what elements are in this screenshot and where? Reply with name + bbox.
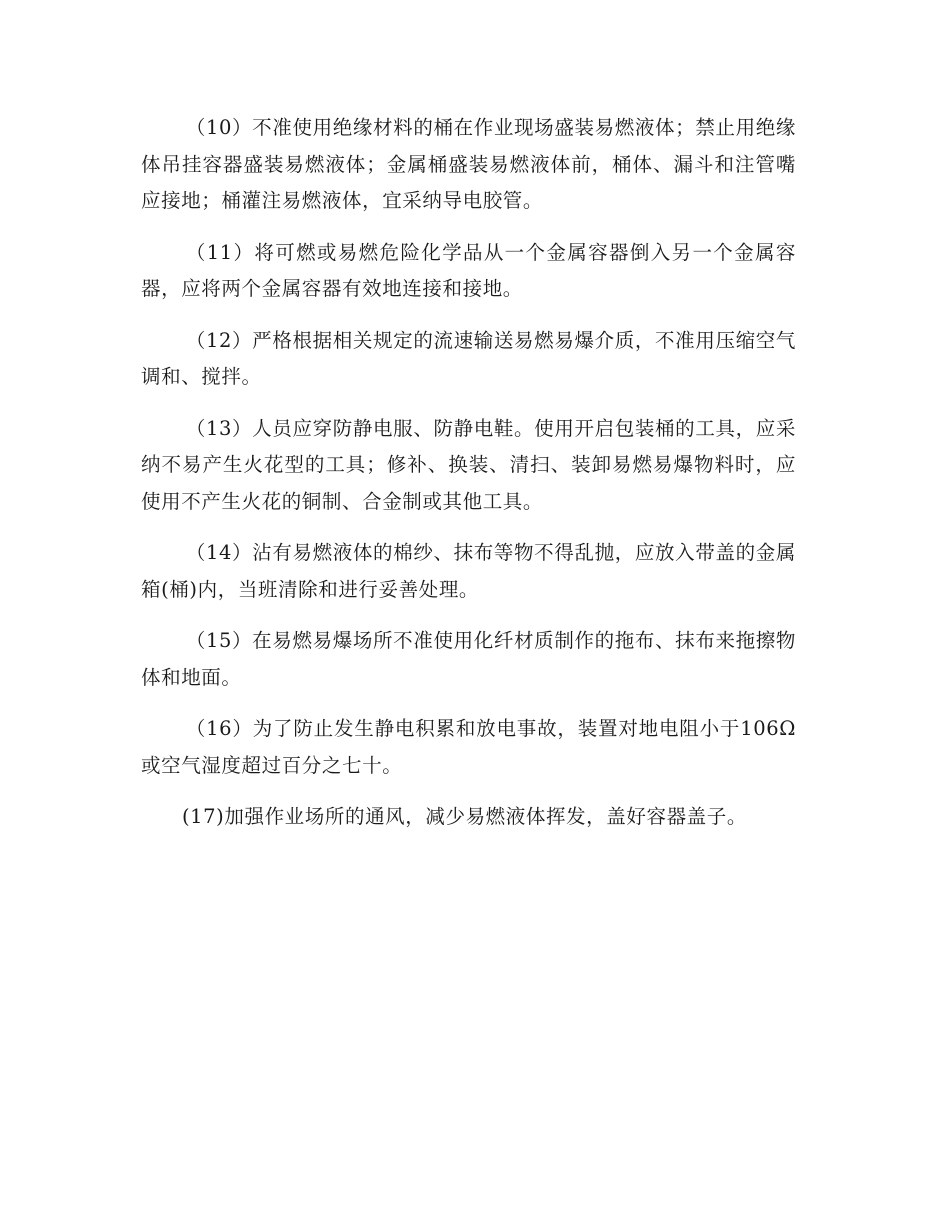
paragraph-14: （14）沾有易燃液体的棉纱、抹布等物不得乱抛，应放入带盖的金属箱(桶)内，当班清除和进行妥善处理。: [141, 541, 796, 601]
paragraph-10: （10）不准使用绝缘材料的桶在作业现场盛装易燃液体；禁止用绝缘体吊挂容器盛装易燃液体；金属桶盛装易燃液体前，桶体、漏斗和注管嘴应接地；桶灌注易燃液体，宜采纳导电胶管。: [141, 116, 796, 212]
document-body: [141, 110, 796, 851]
paragraph-11: （11）将可燃或易燃危险化学品从一个金属容器倒入另一个金属容器，应将两个金属容器有效地连接和接地。: [141, 240, 796, 300]
paragraph-16: （16）为了防止发生静电积累和放电事故，装置对地电阻小于106Ω 或空气湿度超过百分之七十。: [141, 717, 796, 777]
paragraph-17: (17)加强作业场所的通风，减少易燃液体挥发，盖好容器盖子。: [181, 805, 747, 828]
paragraph-13: （13）人员应穿防静电服、防静电鞋。使用开启包装桶的工具，应采纳不易产生火花型的工具；修补、换装、清扫、装卸易燃易爆物料时，应使用不产生火花的铜制、合金制或其他工具。: [141, 416, 796, 513]
paragraph-12: （12）严格根据相关规定的流速输送易燃易爆介质，不准用压缩空气调和、搅拌。: [141, 328, 796, 388]
paragraph-15: （15）在易燃易爆场所不准使用化纤材质制作的拖布、抹布来拖擦物体和地面。: [141, 629, 796, 689]
